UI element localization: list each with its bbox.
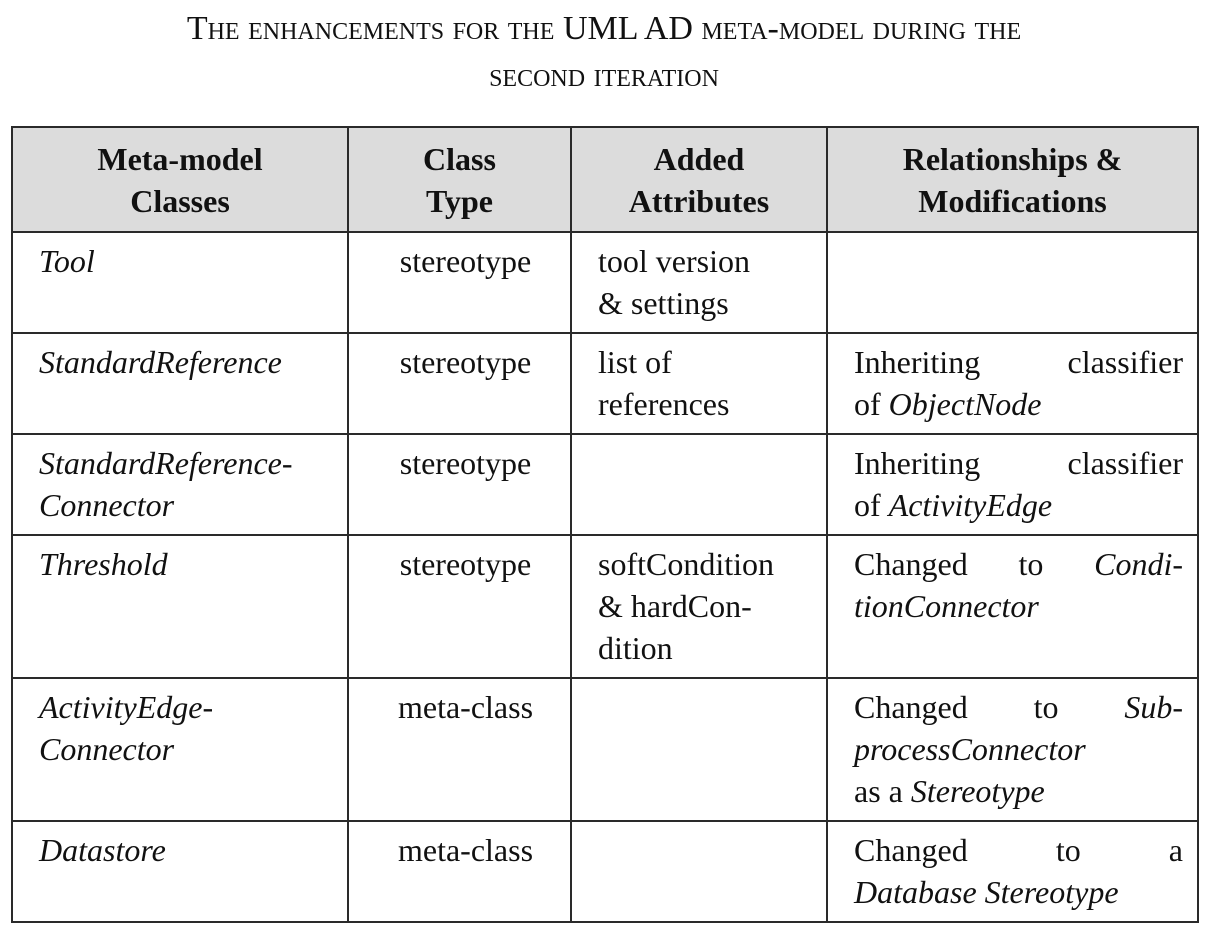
- header-text-line: Classes: [130, 182, 230, 219]
- relationship-emphasis: Database Stereotype: [854, 874, 1119, 910]
- cell-class-name: [12, 434, 348, 535]
- class-name-line: Datastore: [39, 832, 166, 868]
- table-row: [12, 821, 1198, 922]
- class-name-line: ActivityEdge-: [39, 689, 214, 725]
- attribute-line: & settings: [598, 285, 729, 321]
- class-name-line: Connector: [39, 487, 175, 523]
- cell-relationships: [827, 232, 1198, 333]
- relationship-line: [854, 484, 1183, 526]
- header-text-line: Type: [426, 182, 493, 219]
- relationship-line: [854, 728, 1183, 770]
- relationship-emphasis: Stereotype: [910, 773, 1045, 809]
- caption-line-1-pre: The enhancements for the: [186, 10, 563, 47]
- table-header-row: [12, 127, 1198, 232]
- relationship-text: Changed to a: [854, 832, 1183, 868]
- cell-class-name: [12, 821, 348, 922]
- cell-relationships: [827, 821, 1198, 922]
- cell-added-attributes: [571, 333, 827, 434]
- relationship-emphasis: Sub-: [1124, 689, 1183, 725]
- header-meta-model-classes: [12, 127, 348, 232]
- relationship-emphasis: tionConnector: [854, 588, 1039, 624]
- cell-class-type: stereotype: [348, 535, 571, 678]
- table-body: [12, 232, 1198, 922]
- table-row: [12, 333, 1198, 434]
- table-row: [12, 535, 1198, 678]
- attribute-line: softCondition: [598, 546, 775, 582]
- attribute-line: references: [598, 386, 730, 422]
- relationship-line: [854, 686, 1183, 728]
- relationship-emphasis: Condi-: [1094, 546, 1183, 582]
- header-relationships-modifications: [827, 127, 1198, 232]
- attribute-line: dition: [598, 630, 673, 666]
- relationship-line: [854, 341, 1183, 383]
- relationship-emphasis: processConnector: [854, 731, 1086, 767]
- enhancements-table: [11, 126, 1199, 923]
- cell-class-type: stereotype: [348, 232, 571, 333]
- cell-class-name: [12, 535, 348, 678]
- caption-uml-ad: UML AD: [562, 10, 693, 47]
- header-added-attributes: [571, 127, 827, 232]
- cell-class-name: [12, 333, 348, 434]
- class-name-line: StandardReference-: [39, 445, 293, 481]
- relationship-text: as a: [854, 773, 911, 809]
- table-row: [12, 232, 1198, 333]
- header-text-line: Meta-model: [97, 140, 263, 177]
- attribute-line: list of: [598, 344, 672, 380]
- header-text-line: Added: [653, 140, 745, 177]
- cell-relationships: [827, 434, 1198, 535]
- cell-relationships: [827, 678, 1198, 821]
- relationship-text: Inheriting classifier: [854, 445, 1183, 481]
- relationship-line: [854, 585, 1183, 627]
- relationship-line: [854, 770, 1183, 812]
- relationship-text: of: [854, 487, 889, 523]
- relationship-line: [854, 383, 1183, 425]
- relationship-text: Changed to: [854, 546, 1095, 582]
- relationship-text: Changed to: [854, 689, 1125, 725]
- cell-added-attributes: [571, 821, 827, 922]
- relationship-line: [854, 829, 1183, 871]
- cell-class-type: stereotype: [348, 434, 571, 535]
- relationship-line: [854, 543, 1183, 585]
- header-text-line: Modifications: [918, 182, 1107, 219]
- cell-class-name: [12, 232, 348, 333]
- header-text-line: Class: [423, 140, 496, 177]
- class-name-line: StandardReference: [39, 344, 282, 380]
- class-name-line: Tool: [39, 243, 95, 279]
- cell-relationships: [827, 333, 1198, 434]
- relationship-text: of: [854, 386, 889, 422]
- cell-added-attributes: [571, 232, 827, 333]
- cell-class-type: meta-class: [348, 678, 571, 821]
- relationship-text: Inheriting classifier: [854, 344, 1183, 380]
- attribute-line: tool version: [598, 243, 750, 279]
- table-row: [12, 434, 1198, 535]
- cell-added-attributes: [571, 535, 827, 678]
- attribute-line: & hardCon-: [598, 588, 752, 624]
- cell-added-attributes: [571, 434, 827, 535]
- header-text-line: Attributes: [628, 182, 770, 219]
- caption-line-1: [0, 4, 1208, 54]
- class-name-line: Threshold: [39, 546, 168, 582]
- caption-line-2: second iteration: [489, 57, 719, 94]
- table-caption: [0, 4, 1208, 98]
- caption-line-1-post: meta-model during the: [692, 10, 1022, 47]
- cell-class-type: meta-class: [348, 821, 571, 922]
- header-class-type: [348, 127, 571, 232]
- header-text-line: Relationships &: [902, 140, 1123, 177]
- cell-class-type: stereotype: [348, 333, 571, 434]
- cell-relationships: [827, 535, 1198, 678]
- class-name-line: Connector: [39, 731, 175, 767]
- cell-class-name: [12, 678, 348, 821]
- relationship-line: [854, 442, 1183, 484]
- relationship-emphasis: ObjectNode: [888, 386, 1042, 422]
- cell-added-attributes: [571, 678, 827, 821]
- relationship-emphasis: ActivityEdge: [888, 487, 1053, 523]
- table-row: [12, 678, 1198, 821]
- relationship-line: [854, 871, 1183, 913]
